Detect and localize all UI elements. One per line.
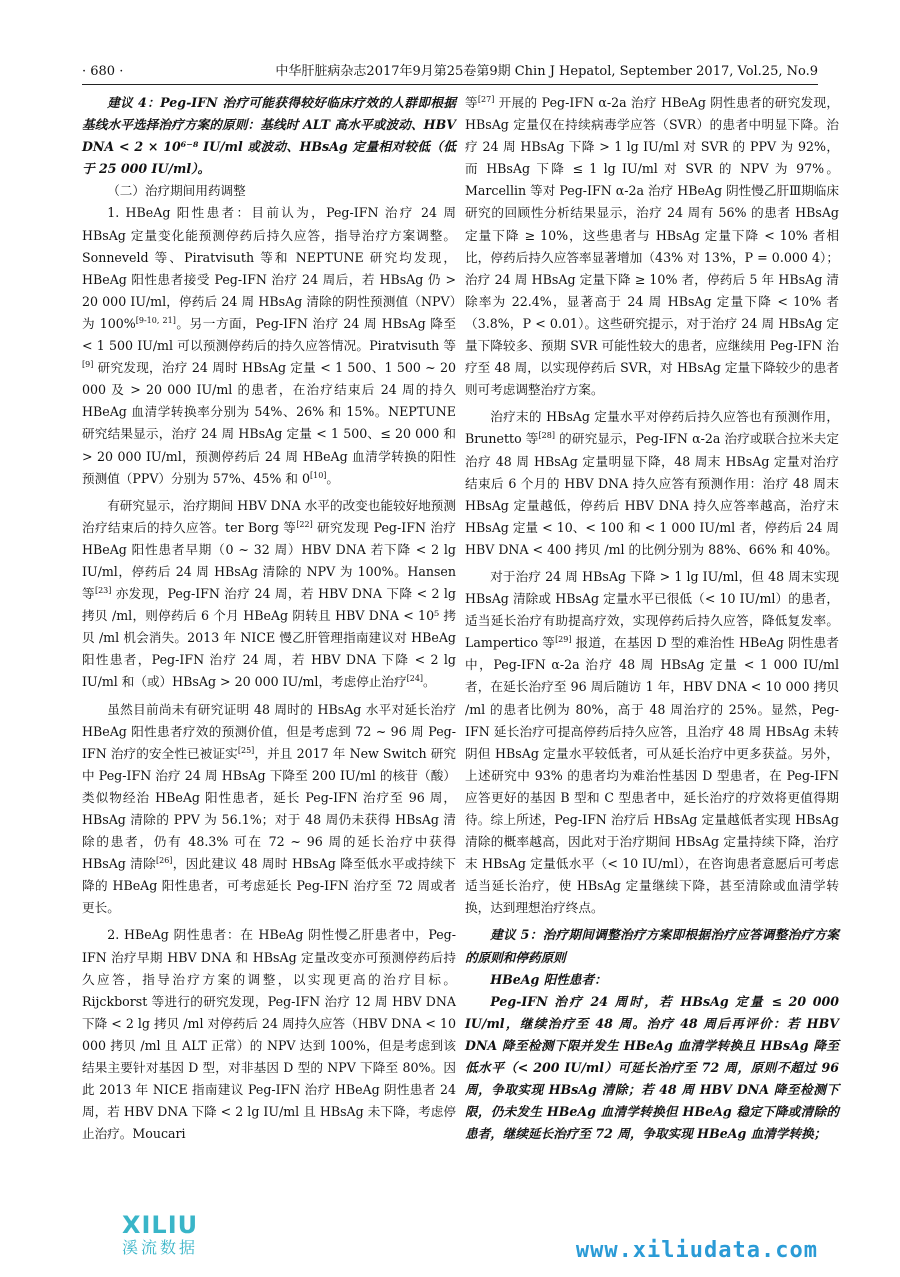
body-paragraph: 1. HBeAg 阳性患者：目前认为，Peg-IFN 治疗 24 周 HBsAg 定量变化能预测停药后持久应答，指导治疗方案调整。Sonneveld 等、Piratvisuth 等和 NEPTUNE 研究均发现，HBeAg 阳性患者接受 Peg-IFN 治疗 24 周后，若 HBsAg 仍 > 20 000 IU/ml，停药后 24 周 HBsAg 清除的阴性预测值（NPV）为 100%[9-10, 21]。另一方面，Peg-IFN 治疗 24 周 HBsAg 降至 < 1 500 IU/ml 可以预测停药后的持久应答情况。Piratvisuth 等[9] 研究发现，治疗 24 周时 HBsAg 定量 < 1 500、1 500 ~ 20 000 及 > 20 000 IU/ml 的患者，在治疗结束后 24 周的持久 HBeAg 血清学转换率分别为 54%、26% 和 15%。NEPTUNE 研究结果显示，治疗 24 周 HBsAg 定量 < 1 500、≤ 20 000 和 > 20 000 IU/ml，预测停药后 24 周 HBeAg 血清学转换的阳性预测值（PPV）分别为 57%、45% 和 0[10]。 xyxy=(82,205,456,486)
body-paragraph: 对于治疗 24 周 HBsAg 下降 > 1 lg IU/ml，但 48 周末实现 HBsAg 清除或 HBsAg 定量水平已很低（< 10 IU/ml）的患者，适当延长治疗有助提高疗效，实现停药后持久应答，降低复发率。Lampertico 等[29] 报道，在基因 D 型的难治性 HBeAg 阴性患者中，Peg-IFN α-2a 治疗 48 周 HBsAg 定量 < 1 000 IU/ml 者，在延长治疗至 96 周后随访 1 年，HBV DNA < 10 000 拷贝 /ml 的患者比例为 80%，高于 48 周治疗的 25%。显然，Peg-IFN 延长治疗可提高停药后持久应答，且治疗 48 周 HBsAg 未转阴但 HBsAg 定量水平较低者，可从延长治疗中更多获益。另外，上述研究中 93% 的患者均为难治性基因 D 型患者，在 Peg-IFN 应答更好的基因 B 型和 C 型患者中，延长治疗的疗效将更值得期待。综上所述，Peg-IFN 治疗后 HBsAg 定量越低者实现 HBsAg 清除的概率越高，因此对于治疗期间 HBsAg 定量持续下降，治疗末 HBsAg 定量低水平（< 10 IU/ml），在咨询患者意愿后可考虑适当延长治疗，使 HBsAg 定量继续下降，甚至清除或血清学转换，达到理想治疗终点。 xyxy=(465,568,839,916)
header-rule xyxy=(82,84,818,85)
body-paragraph: 虽然目前尚未有研究证明 48 周时的 HBsAg 水平对延长治疗 HBeAg 阳性患者疗效的预测价值，但是考虑到 72 ~ 96 周 Peg-IFN 治疗的安全性已被证实[25]，并且 2017 年 New Switch 研究中 Peg-IFN 治疗 24 周 HBsAg 下降至 200 IU/ml 的核苷（酸）类似物经治 HBeAg 阳性患者，延长 Peg-IFN 治疗至 96 周，HBsAg 清除的 PPV 为 56.1%；对于 48 周仍未获得 HBsAg 清除的患者，仍有 48.3% 可在 72 ~ 96 周的延长治疗中获得 HBsAg 清除[26]，因此建议 48 周时 HBsAg 降至低水平或持续下降的 HBeAg 阳性患者，可考虑延长 Peg-IFN 治疗至 72 周或者更长。 xyxy=(82,701,456,916)
body-paragraph: 治疗末的 HBsAg 定量水平对停药后持久应答也有预测作用，Brunetto 等[28] 的研究显示，Peg-IFN α-2a 治疗或联合拉米夫定治疗 48 周 HBsAg 定量明显下降，48 周末 HBsAg 定量对治疗结束后 6 个月的 HBV DNA 持久应答有预测作用：治疗 48 周末 HBsAg 定量越低，停药后 HBV DNA 持久应答率越高，治疗末 HBsAg 定量 < 10、< 100 和 < 1 000 IU/ml 者，停药后 24 周 HBV DNA < 400 拷贝 /ml 的比例分别为 88%、66% 和 40%。 xyxy=(465,409,839,557)
left-column xyxy=(82,92,456,1145)
logo-chinese-text: 溪流数据 xyxy=(122,1238,199,1257)
journal-title: 中华肝脏病杂志2017年9月第25卷第9期 Chin J Hepatol, September 2017, Vol.25, No.9 xyxy=(275,64,818,79)
body-paragraph: 2. HBeAg 阴性患者：在 HBeAg 阴性慢乙肝患者中，Peg-IFN 治疗早期 HBV DNA 和 HBsAg 定量改变亦可预测停药后持久应答，指导治疗方案的调整，以实现更高的治疗目标。Rijckborst 等进行的研究发现，Peg-IFN 治疗 12 周 HBV DNA 下降 < 2 lg 拷贝 /ml 对停药后 24 周持久应答（HBV DNA < 10 000 拷贝 /ml 且 ALT 正常）的 NPV 达到 100%，但是考虑到该结果主要针对基因 D 型，对非基因 D 型的 NPV 下降至 80%。因此 2013 年 NICE 指南建议 Peg-IFN 治疗 HBeAg 阴性患者 24 周，若 HBV DNA 下降 < 2 lg IU/ml 且 HBsAg 未下降，考虑停止治疗。Moucari xyxy=(82,927,456,1142)
recommendation-paragraph: Peg-IFN 治疗 24 周时，若 HBsAg 定量 ≤ 20 000 IU/ml，继续治疗至 48 周。治疗 48 周后再评价：若 HBV DNA 降至检测下限并发生 HBeAg 血清学转换且 HBsAg 降至低水平（< 200 IU/ml）可延长治疗至 72 周，原则不超过 96 周，争取实现 HBsAg 清除；若 48 周 HBV DNA 降至检测下限，仍未发生 HBeAg 血清学转换但 HBeAg 稳定下降或清除的患者，继续延长治疗至 72 周，争取实现 HBeAg 血清学转换； xyxy=(465,993,839,1142)
logo-latin-text: XILIU xyxy=(122,1211,199,1239)
page-number: · 680 · xyxy=(82,64,124,79)
running-header xyxy=(82,62,818,82)
section-heading: （二）治疗期间用药调整 xyxy=(107,183,246,199)
right-column xyxy=(465,92,839,1145)
recommendation-paragraph: 建议 5：治疗期间调整治疗方案即根据治疗应答调整治疗方案的原则和停药原则 xyxy=(465,927,839,965)
recommendation-paragraph: HBeAg 阳性患者： xyxy=(490,971,607,987)
watermark-url: www.xiliudata.com xyxy=(575,1238,818,1263)
recommendation-paragraph: 建议 4：Peg-IFN 治疗可能获得较好临床疗效的人群即根据基线水平选择治疗方案的原则：基线时 ALT 高水平或波动、HBV DNA < 2 × 10⁶⁻⁸ IU/ml 或波动、HBsAg 定量相对较低（低于 25 000 IU/ml）。 xyxy=(82,95,456,177)
body-paragraph: 等[27] 开展的 Peg-IFN α-2a 治疗 HBeAg 阴性患者的研究发现，HBsAg 定量仅在持续病毒学应答（SVR）的患者中明显下降。治疗 24 周 HBsAg 下降 > 1 lg IU/ml 对 SVR 的 PPV 为 92%，而 HBsAg 下降 ≤ 1 lg IU/ml 对 SVR 的 NPV 为 97%。Marcellin 等对 Peg-IFN α-2a 治疗 HBeAg 阴性慢乙肝Ⅲ期临床研究的回顾性分析结果显示，治疗 24 周有 56% 的患者 HBsAg 定量下降 ≥ 10%，这些患者与 HBsAg 定量下降 < 10% 者相比，停药后持久应答率显著增加（43% 对 13%，P = 0.000 4）；治疗 24 周 HBsAg 定量下降 ≥ 10% 者，停药后 5 年 HBsAg 清除率为 22.4%，显著高于 24 周 HBsAg 定量下降 < 10% 者（3.8%，P < 0.01）。这些研究提示，对于治疗 24 周 HBsAg 定量下降较多、预期 SVR 可能性较大的患者，应继续用 Peg-IFN 治疗至 48 周，以实现停药后 SVR，对 HBsAg 定量下降较少的患者则可考虑调整治疗方案。 xyxy=(465,94,839,398)
body-paragraph: 有研究显示，治疗期间 HBV DNA 水平的改变也能较好地预测治疗结束后的持久应答。ter Borg 等[22] 研究发现 Peg-IFN 治疗 HBeAg 阳性患者早期（0 ~ 32 周）HBV DNA 若下降 < 2 lg IU/ml，停药后 24 周 HBsAg 清除的 NPV 为 100%。Hansen 等[23] 亦发现，Peg-IFN 治疗 24 周，若 HBV DNA 下降 < 2 lg 拷贝 /ml，则停药后 6 个月 HBeAg 阴转且 HBV DNA < 10⁵ 拷贝 /ml 机会消失。2013 年 NICE 慢乙肝管理指南建议对 HBeAg 阳性患者，Peg-IFN 治疗 24 周，若 HBV DNA 下降 < 2 lg IU/ml 和（或）HBsAg > 20 000 IU/ml，考虑停止治疗[24]。 xyxy=(82,497,456,690)
xiliu-logo xyxy=(122,1212,232,1262)
